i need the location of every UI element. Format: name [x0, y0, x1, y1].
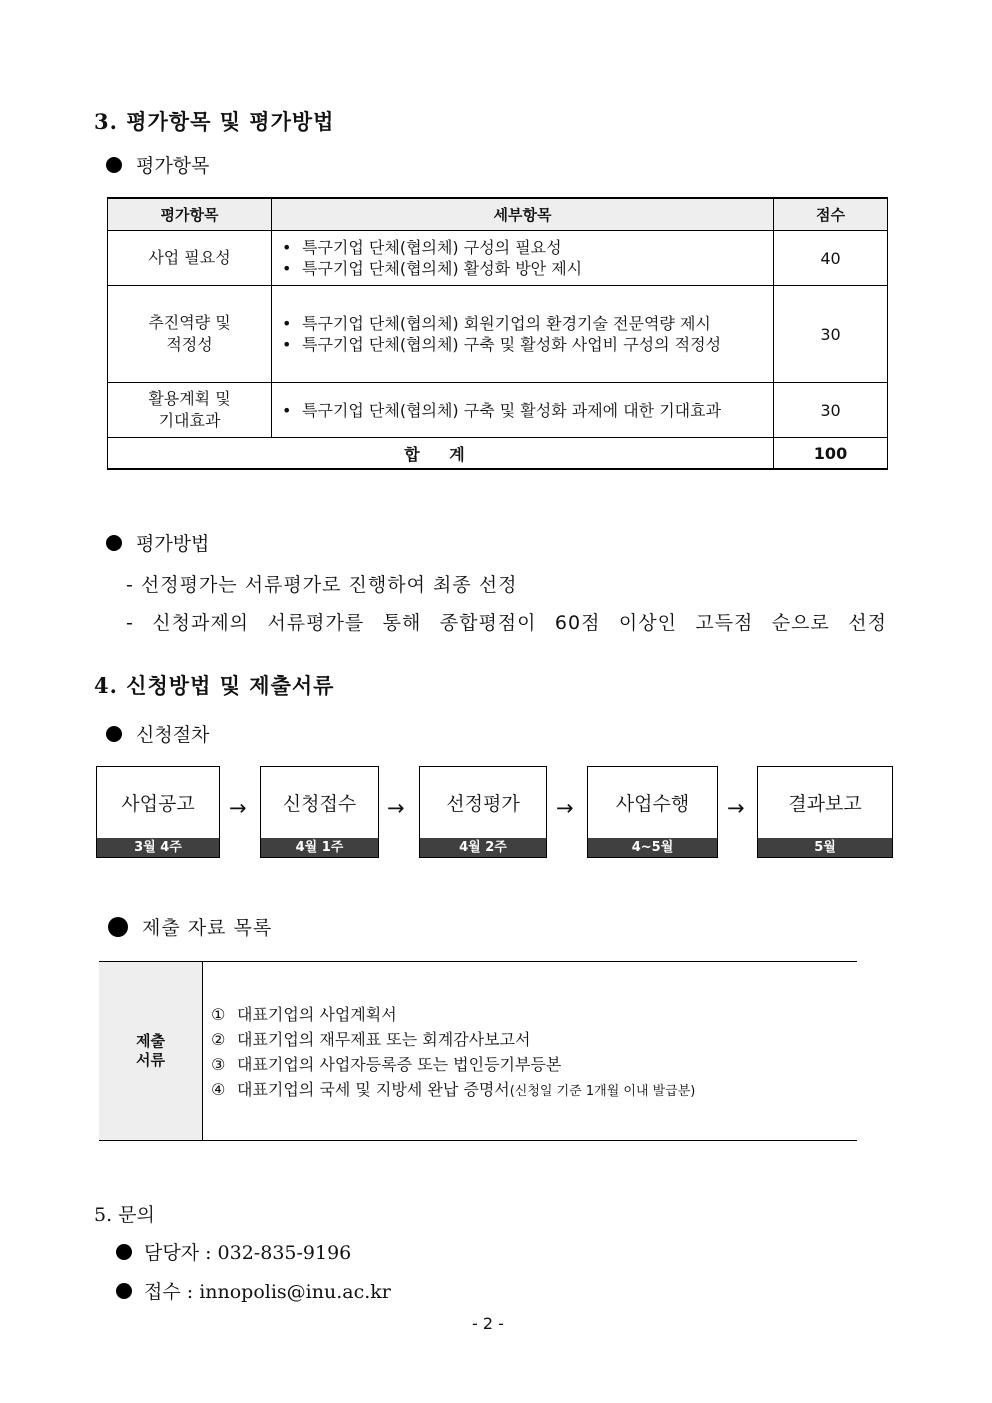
bullet-icon — [108, 917, 128, 937]
table-row — [108, 231, 888, 286]
docs-label: 제출 서류 — [99, 962, 203, 1140]
row-score: 30 — [774, 383, 888, 438]
total-label: 합 계 — [108, 438, 774, 470]
eval-method-heading: 평가방법 — [106, 529, 209, 556]
bullet-icon — [116, 1244, 132, 1260]
row-details: • 특구기업 단체(협의체) 회원기업의 환경기술 전문역량 제시 • 특구기업 단체(협의체) 구축 및 활성화 사업비 구성의 적정성 — [272, 286, 774, 383]
row-score: 30 — [774, 286, 888, 383]
arrow-right-icon: → — [229, 796, 247, 820]
bullet-icon — [106, 157, 122, 173]
row-score: 40 — [774, 231, 888, 286]
arrow-right-icon: → — [387, 796, 405, 820]
table-row — [108, 383, 888, 438]
table-row — [108, 286, 888, 383]
header-item: 평가항목 — [108, 198, 272, 231]
method-line-2: - 신청과제의 서류평가를 통해 종합평점이 60점 이상인 고득점 순으로 선정 — [126, 612, 887, 634]
row-item: 사업 필요성 — [108, 231, 272, 286]
flow-step-execute: 사업수행 4~5월 — [587, 766, 718, 858]
submission-docs-table — [99, 961, 857, 1141]
row-details: • 특구기업 단체(협의체) 구성의 필요성 • 특구기업 단체(협의체) 활성화 방안 제시 — [272, 231, 774, 286]
table-total-row — [108, 438, 888, 470]
evaluation-table — [107, 197, 888, 470]
row-item: 추진역량 및 적정성 — [108, 286, 272, 383]
row-details: • 특구기업 단체(협의체) 구축 및 활성화 과제에 대한 기대효과 — [272, 383, 774, 438]
docs-list — [211, 1002, 695, 1104]
section-3-title: 3. 평가항목 및 평가방법 — [94, 109, 335, 134]
section-5-title: 5. 문의 — [94, 1204, 155, 1226]
list-item: ① 대표기업의 사업계획서 — [211, 1005, 397, 1024]
flow-step-evaluate: 선정평가 4월 2주 — [419, 766, 547, 858]
arrow-right-icon: → — [727, 796, 745, 820]
bullet-icon — [116, 1283, 132, 1299]
row-item: 활용계획 및 기대효과 — [108, 383, 272, 438]
bullet-icon — [106, 535, 122, 551]
header-detail: 세부항목 — [272, 198, 774, 231]
flow-step-report: 결과보고 5월 — [757, 766, 893, 858]
arrow-right-icon: → — [556, 796, 574, 820]
list-item: ② 대표기업의 재무제표 또는 회계감사보고서 — [211, 1030, 531, 1049]
procedure-heading: 신청절차 — [106, 720, 209, 747]
eval-items-heading: 평가항목 — [106, 151, 209, 178]
docs-heading: 제출 자료 목록 — [108, 913, 272, 940]
bullet-icon — [106, 726, 122, 742]
list-item: ③ 대표기업의 사업자등록증 또는 법인등기부등본 — [211, 1055, 562, 1074]
method-line-1: - 선정평가는 서류평가로 진행하여 최종 선정 — [126, 574, 518, 596]
contact-email: 접수 : innopolis@inu.ac.kr — [116, 1277, 391, 1304]
contact-phone: 담당자 : 032-835-9196 — [116, 1238, 351, 1265]
flow-step-announce: 사업공고 3월 4주 — [96, 766, 220, 858]
table-header-row — [108, 198, 888, 231]
page-number: - 2 - — [472, 1314, 504, 1333]
list-item: ④ 대표기업의 국세 및 지방세 완납 증명서(신청일 기준 1개월 이내 발급분) — [211, 1080, 696, 1099]
header-score: 점수 — [774, 198, 888, 231]
flow-step-apply: 신청접수 4월 1주 — [260, 766, 379, 858]
section-4-title: 4. 신청방법 및 제출서류 — [94, 673, 335, 698]
total-score: 100 — [774, 438, 888, 470]
